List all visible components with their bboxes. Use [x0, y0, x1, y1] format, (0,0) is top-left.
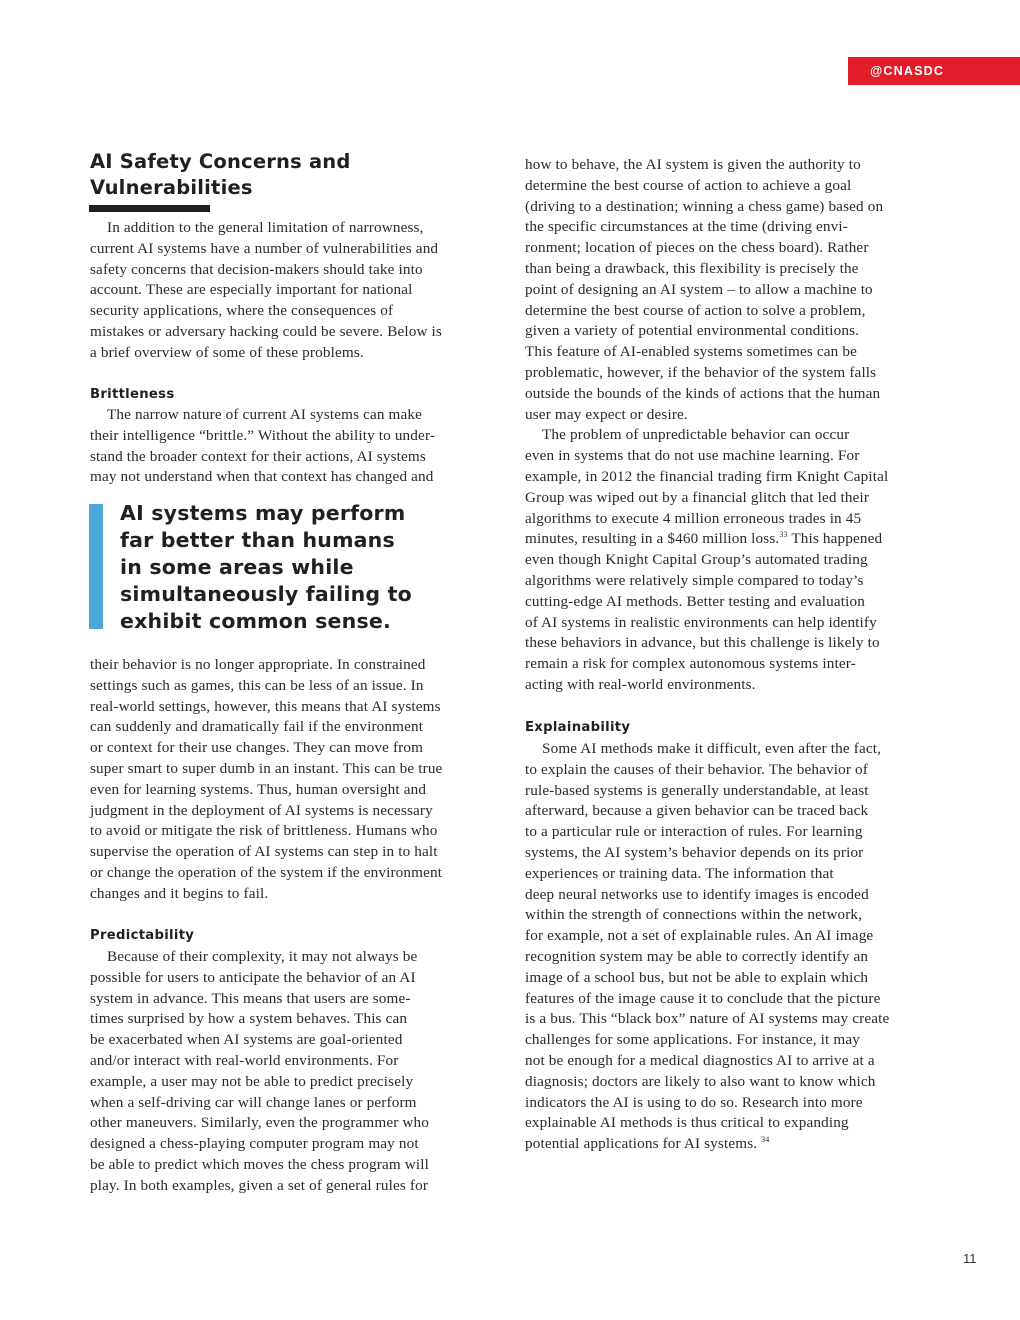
- brittleness-paragraph-part1: [90, 405, 435, 488]
- text-line: [525, 1134, 889, 1155]
- text-line: example, a user may not be able to predict precisely: [90, 1072, 414, 1090]
- text-line: other maneuvers. Similarly, even the programmer who: [90, 1114, 430, 1132]
- text-line: rule-based systems is generally understandable, at least: [525, 781, 869, 799]
- text-line: image of a school bus, but not be able to explain which: [525, 968, 869, 986]
- text-line: algorithms were relatively simple compared to today’s: [525, 571, 864, 589]
- subheading-predictability: Predictability: [90, 928, 195, 943]
- section-title-line: AI Safety Concerns and: [90, 150, 351, 173]
- text-fragment: This happened: [787, 530, 883, 548]
- pull-quote: [89, 501, 489, 633]
- predictability-paragraph-right: [525, 155, 888, 696]
- text-line: afterward, because a given behavior can be traced back: [525, 802, 869, 820]
- text-line: supervise the operation of AI systems can step in to halt: [90, 843, 438, 861]
- pull-quote-line: exhibit common sense.: [120, 609, 391, 633]
- text-line: Some AI methods make it difficult, even after the fact,: [542, 740, 882, 757]
- brittleness-paragraph-part2: [90, 655, 442, 905]
- page-number: 11: [963, 1251, 977, 1266]
- text-fragment: minutes, resulting in a $460 million loss.: [525, 530, 780, 548]
- text-line: The narrow nature of current AI systems can make: [107, 406, 423, 423]
- section-title-line: Vulnerabilities: [90, 176, 253, 199]
- predictability-paragraph-left: [90, 947, 429, 1197]
- social-handle-tag: @CNASDC: [848, 57, 1020, 85]
- text-line: for example, not a set of explainable rules. An AI image: [525, 927, 874, 945]
- text-line: be exacerbated when AI systems are goal-oriented: [90, 1031, 403, 1049]
- text-line: is a bus. This “black box” nature of AI systems may create: [525, 1010, 890, 1028]
- text-line: Group was wiped out by a financial glitch that led their: [525, 488, 870, 506]
- text-line: a brief overview of some of these problems.: [90, 343, 364, 361]
- text-line: deep neural networks use to identify images is encoded: [525, 885, 869, 903]
- text-line: be able to predict which moves the chess program will: [90, 1155, 430, 1173]
- text-line: not be enough for a medical diagnostics AI to arrive at a: [525, 1051, 875, 1069]
- text-line: or context for their use changes. They can move from: [90, 739, 424, 757]
- text-line: (driving to a destination; winning a chess game) based on: [525, 197, 884, 215]
- text-line: experiences or training data. The information that: [525, 864, 834, 882]
- text-line: how to behave, the AI system is given the authority to: [525, 156, 861, 173]
- text-line: these behaviors in advance, but this challenge is likely to: [525, 634, 880, 652]
- text-line: even though Knight Capital Group’s automated trading: [525, 551, 868, 569]
- text-line: their behavior is no longer appropriate. In constrained: [90, 656, 426, 673]
- text-line: to explain the causes of their behavior. The behavior of: [525, 760, 868, 778]
- text-line: cutting-edge AI methods. Better testing and evaluation: [525, 592, 866, 610]
- text-line: safety concerns that decision-makers should take into: [90, 260, 423, 278]
- text-line: recognition system may be able to correctly identify an: [525, 947, 869, 965]
- text-line: can suddenly and dramatically fail if the environment: [90, 718, 424, 736]
- pull-quote-line: in some areas while: [120, 555, 354, 579]
- text-line: challenges for some applications. For instance, it may: [525, 1031, 860, 1049]
- title-underline-rule: [89, 205, 210, 212]
- text-line: determine the best course of action to solve a problem,: [525, 301, 866, 319]
- text-line: features of the image cause it to conclude that the picture: [525, 989, 881, 1007]
- text-line: judgment in the deployment of AI systems is necessary: [90, 801, 433, 819]
- text-line: indicators the AI is using to do so. Research into more: [525, 1093, 863, 1111]
- text-line: problematic, however, if the behavior of the system falls: [525, 363, 877, 381]
- subheading-explainability: Explainability: [525, 720, 631, 735]
- text-line: settings such as games, this can be less of an issue. In: [90, 676, 424, 694]
- text-line: changes and it begins to fail.: [90, 884, 269, 902]
- text-line: acting with real-world environments.: [525, 675, 756, 693]
- text-line: This feature of AI-enabled systems sometimes can be: [525, 343, 857, 361]
- text-line: ronment; location of pieces on the chess board). Rather: [525, 239, 869, 257]
- text-line: and/or interact with real-world environments. For: [90, 1051, 399, 1069]
- text-fragment: potential applications for AI systems.: [525, 1135, 762, 1153]
- text-line: even for learning systems. Thus, human oversight and: [90, 780, 427, 798]
- text-line: real-world settings, however, this means that AI systems: [90, 697, 441, 715]
- text-line: diagnosis; doctors are likely to also want to know which: [525, 1072, 876, 1090]
- text-line: The problem of unpredictable behavior can occur: [542, 426, 850, 444]
- text-line: given a variety of potential environmental conditions.: [525, 322, 860, 340]
- text-line: Because of their complexity, it may not always be: [107, 948, 418, 965]
- text-line: super smart to super dumb in an instant. This can be true: [90, 759, 443, 777]
- text-line: systems, the AI system’s behavior depends on its prior: [525, 843, 864, 861]
- text-line: possible for users to anticipate the behavior of an AI: [90, 968, 416, 986]
- text-line: to a particular rule or interaction of rules. For learning: [525, 823, 863, 841]
- text-line: [525, 529, 888, 550]
- text-line: stand the broader context for their actions, AI systems: [90, 447, 426, 465]
- pull-quote-line: far better than humans: [120, 528, 395, 552]
- text-line: even in systems that do not use machine learning. For: [525, 447, 860, 465]
- pull-quote-text: [120, 500, 412, 635]
- text-line: to avoid or mitigate the risk of brittleness. Humans who: [90, 822, 438, 840]
- text-line: within the strength of connections within the network,: [525, 906, 863, 924]
- text-line: determine the best course of action to achieve a goal: [525, 176, 852, 194]
- text-line: In addition to the general limitation of narrowness,: [107, 219, 424, 236]
- intro-paragraph: [90, 218, 442, 364]
- subheading-brittleness: Brittleness: [90, 387, 175, 402]
- text-line: point of designing an AI system – to allow a machine to: [525, 280, 873, 298]
- text-line: may not understand when that context has changed and: [90, 468, 434, 486]
- explainability-paragraph: [525, 739, 889, 1155]
- text-line: system in advance. This means that users are some-: [90, 989, 411, 1007]
- pull-quote-accent-bar: [89, 504, 103, 629]
- text-line: explainable AI methods is thus critical to expanding: [525, 1114, 849, 1132]
- text-line: mistakes or adversary hacking could be severe. Below is: [90, 322, 442, 340]
- footnote-ref-33[interactable]: 33: [779, 530, 788, 540]
- text-line: algorithms to execute 4 million erroneous trades in 45: [525, 509, 862, 527]
- text-line: user may expect or desire.: [525, 405, 688, 423]
- text-line: times surprised by how a system behaves. This can: [90, 1010, 408, 1028]
- text-line: remain a risk for complex autonomous systems inter-: [525, 655, 856, 673]
- pull-quote-line: simultaneously failing to: [120, 582, 412, 606]
- text-line: account. These are especially important for national: [90, 281, 413, 299]
- pull-quote-line: AI systems may perform: [120, 501, 406, 525]
- text-line: outside the bounds of the kinds of actions that the human: [525, 384, 881, 402]
- text-line: the specific circumstances at the time (driving envi-: [525, 218, 848, 236]
- text-line: current AI systems have a number of vulnerabilities and: [90, 239, 439, 257]
- text-line: security applications, where the consequences of: [90, 302, 394, 320]
- section-title: [90, 149, 490, 201]
- text-line: or change the operation of the system if the environment: [90, 863, 443, 881]
- footnote-ref-34[interactable]: 34: [761, 1135, 770, 1145]
- text-line: play. In both examples, given a set of general rules for: [90, 1176, 429, 1194]
- text-line: designed a chess-playing computer program may not: [90, 1135, 419, 1153]
- text-line: example, in 2012 the financial trading firm Knight Capital: [525, 467, 889, 485]
- text-line: their intelligence “brittle.” Without the ability to under-: [90, 426, 436, 444]
- text-line: when a self-driving car will change lanes or perform: [90, 1093, 417, 1111]
- text-line: of AI systems in realistic environments can help identify: [525, 613, 877, 631]
- text-line: than being a drawback, this flexibility is precisely the: [525, 259, 859, 277]
